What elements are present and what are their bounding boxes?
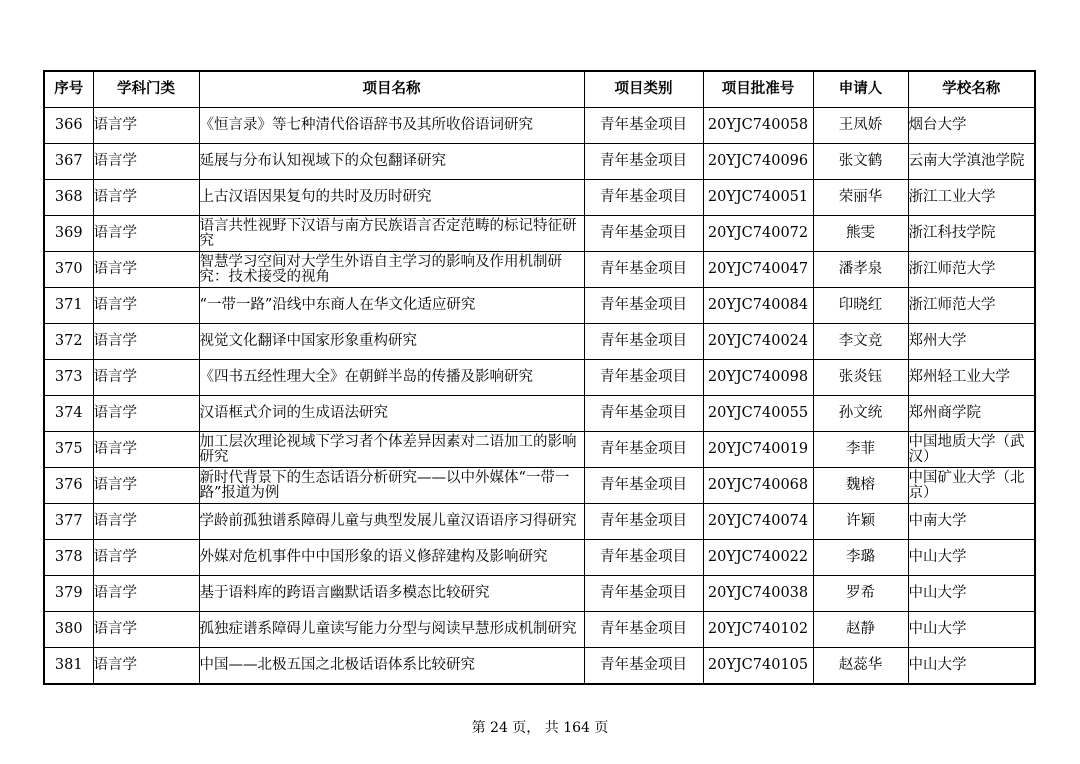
table-row	[44, 108, 1035, 144]
row-subject: 语言学	[93, 396, 199, 432]
row-applicant: 张炎钰	[813, 360, 908, 396]
row-no: 376	[44, 468, 93, 504]
row-applicant: 熊雯	[813, 216, 908, 252]
row-no: 374	[44, 396, 93, 432]
row-applicant: 赵蕊华	[813, 648, 908, 685]
row-project-name: “一带一路”沿线中东商人在华文化适应研究	[199, 288, 584, 324]
row-applicant: 荣丽华	[813, 180, 908, 216]
row-applicant: 印晓红	[813, 288, 908, 324]
row-project-type: 青年基金项目	[584, 396, 703, 432]
row-project-type: 青年基金项目	[584, 612, 703, 648]
row-approval-no: 20YJC740072	[703, 216, 813, 252]
row-no: 370	[44, 252, 93, 288]
row-school: 中国地质大学（武汉）	[908, 432, 1035, 468]
row-project-type: 青年基金项目	[584, 504, 703, 540]
project-table	[43, 70, 1036, 685]
row-approval-no: 20YJC740047	[703, 252, 813, 288]
table-body	[44, 108, 1035, 685]
table-row	[44, 288, 1035, 324]
row-project-type: 青年基金项目	[584, 324, 703, 360]
row-subject: 语言学	[93, 252, 199, 288]
row-project-name: 《四书五经性理大全》在朝鲜半岛的传播及影响研究	[199, 360, 584, 396]
row-project-name: 语言共性视野下汉语与南方民族语言否定范畴的标记特征研究	[199, 216, 584, 252]
table-row	[44, 180, 1035, 216]
row-project-type: 青年基金项目	[584, 468, 703, 504]
row-no: 373	[44, 360, 93, 396]
row-project-name: 基于语料库的跨语言幽默话语多模态比较研究	[199, 576, 584, 612]
row-project-name: 视觉文化翻译中国家形象重构研究	[199, 324, 584, 360]
row-school: 郑州轻工业大学	[908, 360, 1035, 396]
row-school: 中南大学	[908, 504, 1035, 540]
row-project-type: 青年基金项目	[584, 144, 703, 180]
row-applicant: 李文竞	[813, 324, 908, 360]
row-no: 380	[44, 612, 93, 648]
header-project-type: 项目类别	[584, 71, 703, 108]
row-school: 浙江师范大学	[908, 252, 1035, 288]
row-project-name: 孤独症谱系障碍儿童读写能力分型与阅读早慧形成机制研究	[199, 612, 584, 648]
row-approval-no: 20YJC740084	[703, 288, 813, 324]
header-approval-no: 项目批准号	[703, 71, 813, 108]
row-approval-no: 20YJC740038	[703, 576, 813, 612]
row-project-type: 青年基金项目	[584, 108, 703, 144]
row-subject: 语言学	[93, 432, 199, 468]
page-footer: 第 24 页， 共 164 页	[471, 720, 609, 736]
row-project-name: 延展与分布认知视域下的众包翻译研究	[199, 144, 584, 180]
row-project-type: 青年基金项目	[584, 576, 703, 612]
row-project-type: 青年基金项目	[584, 540, 703, 576]
table-header-row	[44, 71, 1035, 108]
row-no: 379	[44, 576, 93, 612]
row-approval-no: 20YJC740024	[703, 324, 813, 360]
header-no: 序号	[44, 71, 93, 108]
row-no: 367	[44, 144, 93, 180]
row-subject: 语言学	[93, 540, 199, 576]
row-approval-no: 20YJC740058	[703, 108, 813, 144]
row-approval-no: 20YJC740055	[703, 396, 813, 432]
row-school: 郑州大学	[908, 324, 1035, 360]
row-no: 378	[44, 540, 93, 576]
row-project-name: 上古汉语因果复句的共时及历时研究	[199, 180, 584, 216]
table-row	[44, 216, 1035, 252]
row-no: 369	[44, 216, 93, 252]
row-project-name: 新时代背景下的生态话语分析研究——以中外媒体“一带一路”报道为例	[199, 468, 584, 504]
table-row	[44, 576, 1035, 612]
row-subject: 语言学	[93, 360, 199, 396]
table-row	[44, 468, 1035, 504]
row-approval-no: 20YJC740074	[703, 504, 813, 540]
row-project-name: 加工层次理论视域下学习者个体差异因素对二语加工的影响研究	[199, 432, 584, 468]
row-school: 浙江科技学院	[908, 216, 1035, 252]
row-subject: 语言学	[93, 180, 199, 216]
row-subject: 语言学	[93, 288, 199, 324]
row-applicant: 赵静	[813, 612, 908, 648]
row-applicant: 李菲	[813, 432, 908, 468]
row-applicant: 罗希	[813, 576, 908, 612]
row-school: 中山大学	[908, 540, 1035, 576]
row-school: 云南大学滇池学院	[908, 144, 1035, 180]
row-subject: 语言学	[93, 144, 199, 180]
row-no: 381	[44, 648, 93, 685]
row-school: 烟台大学	[908, 108, 1035, 144]
row-no: 371	[44, 288, 93, 324]
row-project-type: 青年基金项目	[584, 432, 703, 468]
row-school: 中山大学	[908, 576, 1035, 612]
row-school: 中国矿业大学（北京）	[908, 468, 1035, 504]
row-approval-no: 20YJC740019	[703, 432, 813, 468]
row-applicant: 许颖	[813, 504, 908, 540]
header-applicant: 申请人	[813, 71, 908, 108]
row-project-type: 青年基金项目	[584, 288, 703, 324]
header-subject: 学科门类	[93, 71, 199, 108]
row-project-name: 外媒对危机事件中中国形象的语义修辞建构及影响研究	[199, 540, 584, 576]
table-row	[44, 396, 1035, 432]
row-project-name: 中国——北极五国之北极话语体系比较研究	[199, 648, 584, 685]
row-approval-no: 20YJC740068	[703, 468, 813, 504]
row-no: 377	[44, 504, 93, 540]
row-project-type: 青年基金项目	[584, 252, 703, 288]
row-approval-no: 20YJC740022	[703, 540, 813, 576]
row-approval-no: 20YJC740051	[703, 180, 813, 216]
row-approval-no: 20YJC740098	[703, 360, 813, 396]
row-approval-no: 20YJC740102	[703, 612, 813, 648]
row-school: 中山大学	[908, 648, 1035, 685]
row-no: 368	[44, 180, 93, 216]
table-row	[44, 612, 1035, 648]
row-approval-no: 20YJC740105	[703, 648, 813, 685]
table-row	[44, 648, 1035, 685]
table-row	[44, 360, 1035, 396]
row-applicant: 魏榕	[813, 468, 908, 504]
table-row	[44, 504, 1035, 540]
table-row	[44, 144, 1035, 180]
header-school: 学校名称	[908, 71, 1035, 108]
row-school: 浙江师范大学	[908, 288, 1035, 324]
row-project-name: 学龄前孤独谱系障碍儿童与典型发展儿童汉语语序习得研究	[199, 504, 584, 540]
header-project-name: 项目名称	[199, 71, 584, 108]
row-applicant: 王凤娇	[813, 108, 908, 144]
row-subject: 语言学	[93, 108, 199, 144]
row-subject: 语言学	[93, 612, 199, 648]
row-project-type: 青年基金项目	[584, 180, 703, 216]
row-school: 中山大学	[908, 612, 1035, 648]
row-subject: 语言学	[93, 324, 199, 360]
row-project-type: 青年基金项目	[584, 648, 703, 685]
table-row	[44, 252, 1035, 288]
row-approval-no: 20YJC740096	[703, 144, 813, 180]
row-project-type: 青年基金项目	[584, 216, 703, 252]
row-school: 浙江工业大学	[908, 180, 1035, 216]
row-project-type: 青年基金项目	[584, 360, 703, 396]
row-applicant: 孙文统	[813, 396, 908, 432]
row-applicant: 潘孝泉	[813, 252, 908, 288]
row-project-name: 智慧学习空间对大学生外语自主学习的影响及作用机制研究：技术接受的视角	[199, 252, 584, 288]
row-project-name: 汉语框式介词的生成语法研究	[199, 396, 584, 432]
row-school: 郑州商学院	[908, 396, 1035, 432]
row-applicant: 李璐	[813, 540, 908, 576]
row-subject: 语言学	[93, 504, 199, 540]
table-row	[44, 432, 1035, 468]
row-subject: 语言学	[93, 468, 199, 504]
table-row	[44, 324, 1035, 360]
row-no: 372	[44, 324, 93, 360]
row-no: 375	[44, 432, 93, 468]
row-subject: 语言学	[93, 216, 199, 252]
row-project-name: 《恒言录》等七种清代俗语辞书及其所收俗语词研究	[199, 108, 584, 144]
table-row	[44, 540, 1035, 576]
row-applicant: 张文鹤	[813, 144, 908, 180]
row-subject: 语言学	[93, 648, 199, 685]
row-subject: 语言学	[93, 576, 199, 612]
row-no: 366	[44, 108, 93, 144]
